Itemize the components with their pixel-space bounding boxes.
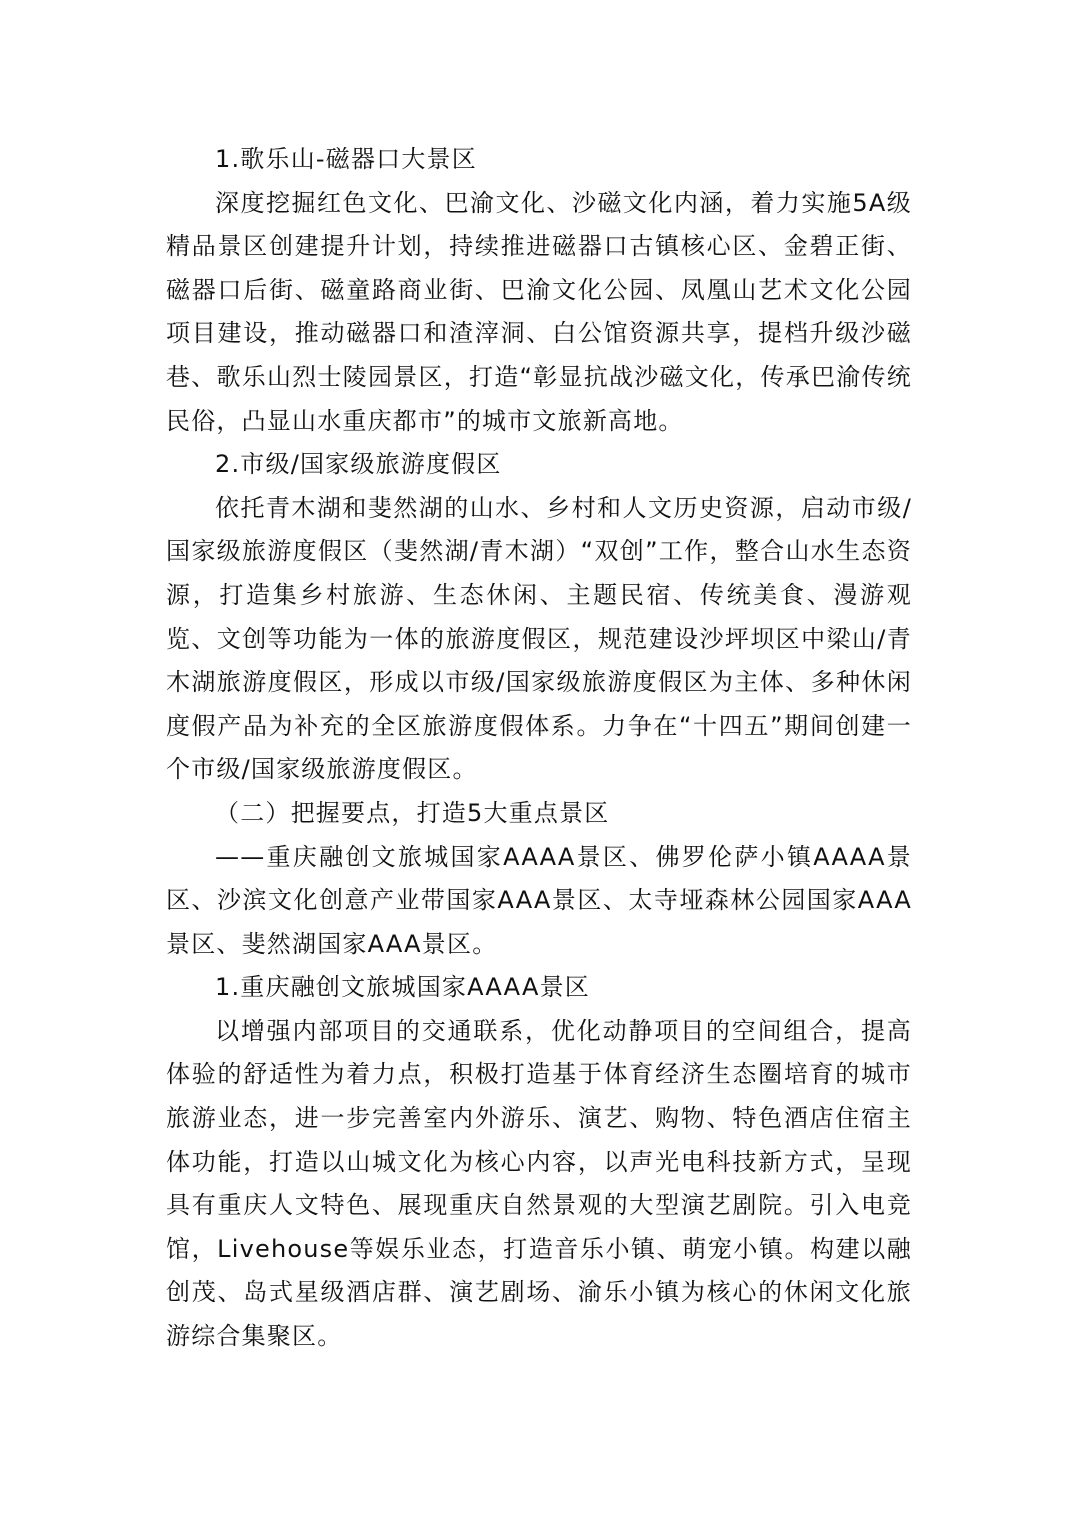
section-heading-sunac: 1.重庆融创文旅城国家AAAA景区 — [215, 973, 590, 1002]
paragraph-sunac: 以增强内部项目的交通联系，优化动静项目的空间组合，提高体验的舒适性为着力点，积极打造基于体育经济生态圈培育的城市旅游业态，进一步完善室内外游乐、演艺、购物、特色酒店住宿主体功能，打造以山城文化为核心内容，以声光电科技新方式，呈现具有重庆人文特色、展现重庆自然景观的大型演艺剧院。引入电竞馆，Livehouse等娱乐业态，打造音乐小镇、萌宠小镇。构建以融创茂、岛式星级酒店群、演艺剧场、渝乐小镇为核心的休闲文化旅游综合集聚区。 — [166, 1016, 912, 1351]
document-body — [166, 138, 912, 1359]
section-heading-resort: 2.市级/国家级旅游度假区 — [215, 450, 502, 479]
paragraph-geleshan: 深度挖掘红色文化、巴渝文化、沙磁文化内涵，着力实施5A级精品景区创建提升计划，持续推进磁器口古镇核心区、金碧正街、磁器口后街、磁童路商业街、巴渝文化公园、凤凰山艺术文化公园项目建设，推动磁器口和渣滓洞、白公馆资源共享，提档升级沙磁巷、歌乐山烈士陵园景区，打造“彰显抗战沙磁文化，传承巴渝传统民俗，凸显山水重庆都市”的城市文旅新高地。 — [166, 188, 912, 435]
paragraph-resort: 依托青木湖和斐然湖的山水、乡村和人文历史资源，启动市级/国家级旅游度假区（斐然湖/青木湖）“双创”工作，整合山水生态资源，打造集乡村旅游、生态休闲、主题民宿、传统美食、漫游观览、文创等功能为一体的旅游度假区，规范建设沙坪坝区中梁山/青木湖旅游度假区，形成以市级/国家级旅游度假区为主体、多种休闲度假产品为补充的全区旅游度假体系。力争在“十四五”期间创建一个市级/国家级旅游度假区。 — [166, 493, 912, 784]
section-heading-five-scenic-areas: （二）把握要点，打造5大重点景区 — [215, 798, 610, 827]
paragraph-five-scenic-areas: ——重庆融创文旅城国家AAAA景区、佛罗伦萨小镇AAAA景区、沙滨文化创意产业带国家AAA景区、太寺垭森林公园国家AAA景区、斐然湖国家AAA景区。 — [166, 842, 912, 958]
section-heading-geleshan: 1.歌乐山-磁器口大景区 — [215, 145, 477, 173]
